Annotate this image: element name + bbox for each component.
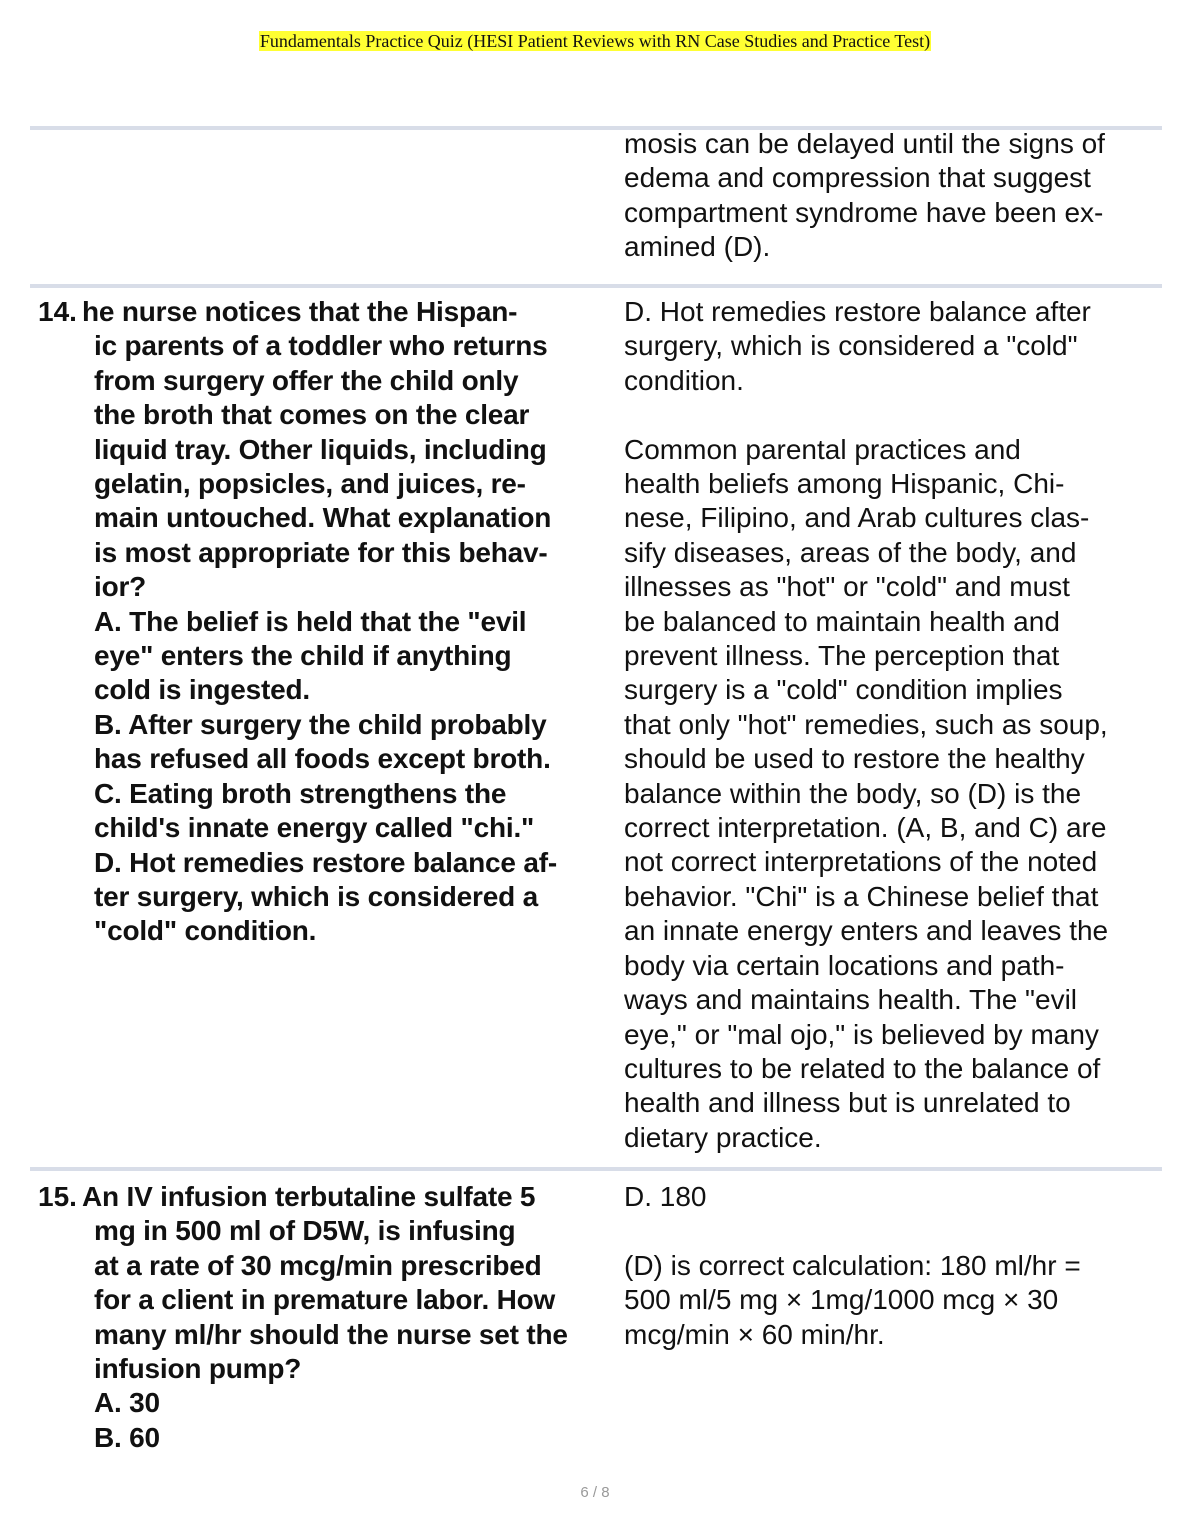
rationale-line: cultures to be related to the balance of: [624, 1052, 1101, 1084]
answer-line: D. 180: [624, 1181, 707, 1212]
question-line: the broth that comes on the clear: [94, 399, 530, 431]
option-d-line: "cold" condition.: [94, 915, 317, 947]
question-line: from surgery offer the child only: [94, 364, 519, 396]
rationale-line: behavior. "Chi" is a Chinese belief that: [624, 880, 1099, 912]
rationale-line: surgery is a "cold" condition implies: [624, 674, 1063, 706]
question-14: [82, 295, 557, 949]
page-number: 6 / 8: [580, 1484, 610, 1501]
rationale-line: prevent illness. The perception that: [624, 640, 1060, 672]
rationale-line: eye," or "mal ojo," is believed by many: [624, 1018, 1099, 1050]
question-line: many ml/hr should the nurse set the: [94, 1318, 568, 1350]
rationale-line: Common parental practices and: [624, 433, 1021, 465]
rationale-line: correct interpretation. (A, B, and C) are: [624, 812, 1107, 844]
rationale-line: illnesses as "hot" or "cold" and must: [624, 571, 1070, 603]
option-c-line: child's innate energy called "chi.": [94, 812, 535, 844]
question-line: liquid tray. Other liquids, including: [94, 433, 547, 465]
question-line: he nurse notices that the Hispan-: [82, 296, 518, 327]
option-b-line: B. 60: [94, 1421, 160, 1453]
rationale-line: health beliefs among Hispanic, Chi-: [624, 468, 1065, 500]
rationale-line: be balanced to maintain health and: [624, 605, 1060, 637]
rationale-line: an innate energy enters and leaves the: [624, 915, 1109, 947]
rationale-line: ways and maintains health. The "evil: [624, 984, 1078, 1016]
question-15: [82, 1180, 568, 1455]
rationale-line: that only "hot" remedies, such as soup,: [624, 708, 1108, 740]
table-rule-q15: [30, 1167, 1162, 1171]
continuation-line: amined (D).: [624, 231, 771, 263]
continuation-line: edema and compression that suggest: [624, 162, 1091, 194]
continuation-answer: [624, 127, 1105, 265]
option-a-line: A. 30: [94, 1387, 160, 1419]
option-a-line: A. The belief is held that the "evil: [94, 605, 527, 637]
answer-line: surgery, which is considered a "cold": [624, 330, 1078, 362]
rationale-line: sify diseases, areas of the body, and: [624, 536, 1077, 568]
rationale-line: 500 ml/5 mg × 1mg/1000 mcg × 30: [624, 1284, 1059, 1316]
table-rule-q14: [30, 284, 1162, 288]
question-number-15: 15.: [38, 1181, 77, 1212]
rationale-line: should be used to restore the healthy: [624, 743, 1085, 775]
rationale-line: balance within the body, so (D) is the: [624, 777, 1082, 809]
option-d-line: ter surgery, which is considered a: [94, 880, 538, 912]
option-d-line: D. Hot remedies restore balance af-: [94, 846, 557, 878]
answer-15: [624, 1180, 1081, 1352]
question-line: at a rate of 30 mcg/min prescribed: [94, 1249, 542, 1281]
option-a-line: eye" enters the child if anything: [94, 640, 512, 672]
answer-line: condition.: [624, 364, 744, 396]
answer-14: [624, 295, 1108, 1155]
question-line: ic parents of a toddler who returns: [94, 330, 548, 362]
question-line: ior?: [94, 571, 147, 603]
header-title: Fundamentals Practice Quiz (HESI Patient Reviews with RN Case Studies and Practice Test): [259, 31, 931, 51]
document-header: [0, 30, 1190, 52]
question-line: mg in 500 ml of D5W, is infusing: [94, 1215, 516, 1247]
question-line: An IV infusion terbutaline sulfate 5: [82, 1181, 536, 1212]
rationale-line: (D) is correct calculation: 180 ml/hr =: [624, 1249, 1081, 1281]
rationale-line: not correct interpretations of the noted: [624, 846, 1098, 878]
rationale-line: dietary practice.: [624, 1121, 822, 1153]
continuation-line: compartment syndrome have been ex-: [624, 196, 1104, 228]
option-b-line: has refused all foods except broth.: [94, 743, 551, 775]
question-line: for a client in premature labor. How: [94, 1284, 556, 1316]
rationale-line: nese, Filipino, and Arab cultures clas-: [624, 502, 1090, 534]
question-number-14: 14.: [38, 296, 77, 327]
answer-line: D. Hot remedies restore balance after: [624, 296, 1091, 327]
continuation-line: mosis can be delayed until the signs of: [624, 128, 1105, 159]
option-b-line: B. After surgery the child probably: [94, 708, 547, 740]
rationale-line: mcg/min × 60 min/hr.: [624, 1318, 885, 1350]
question-line: infusion pump?: [94, 1353, 302, 1385]
rationale-line: body via certain locations and path-: [624, 949, 1065, 981]
rationale-line: health and illness but is unrelated to: [624, 1087, 1071, 1119]
question-line: is most appropriate for this behav-: [94, 536, 548, 568]
option-a-line: cold is ingested.: [94, 674, 310, 706]
option-c-line: C. Eating broth strengthens the: [94, 777, 507, 809]
question-line: main untouched. What explanation: [94, 502, 552, 534]
question-line: gelatin, popsicles, and juices, re-: [94, 468, 526, 500]
